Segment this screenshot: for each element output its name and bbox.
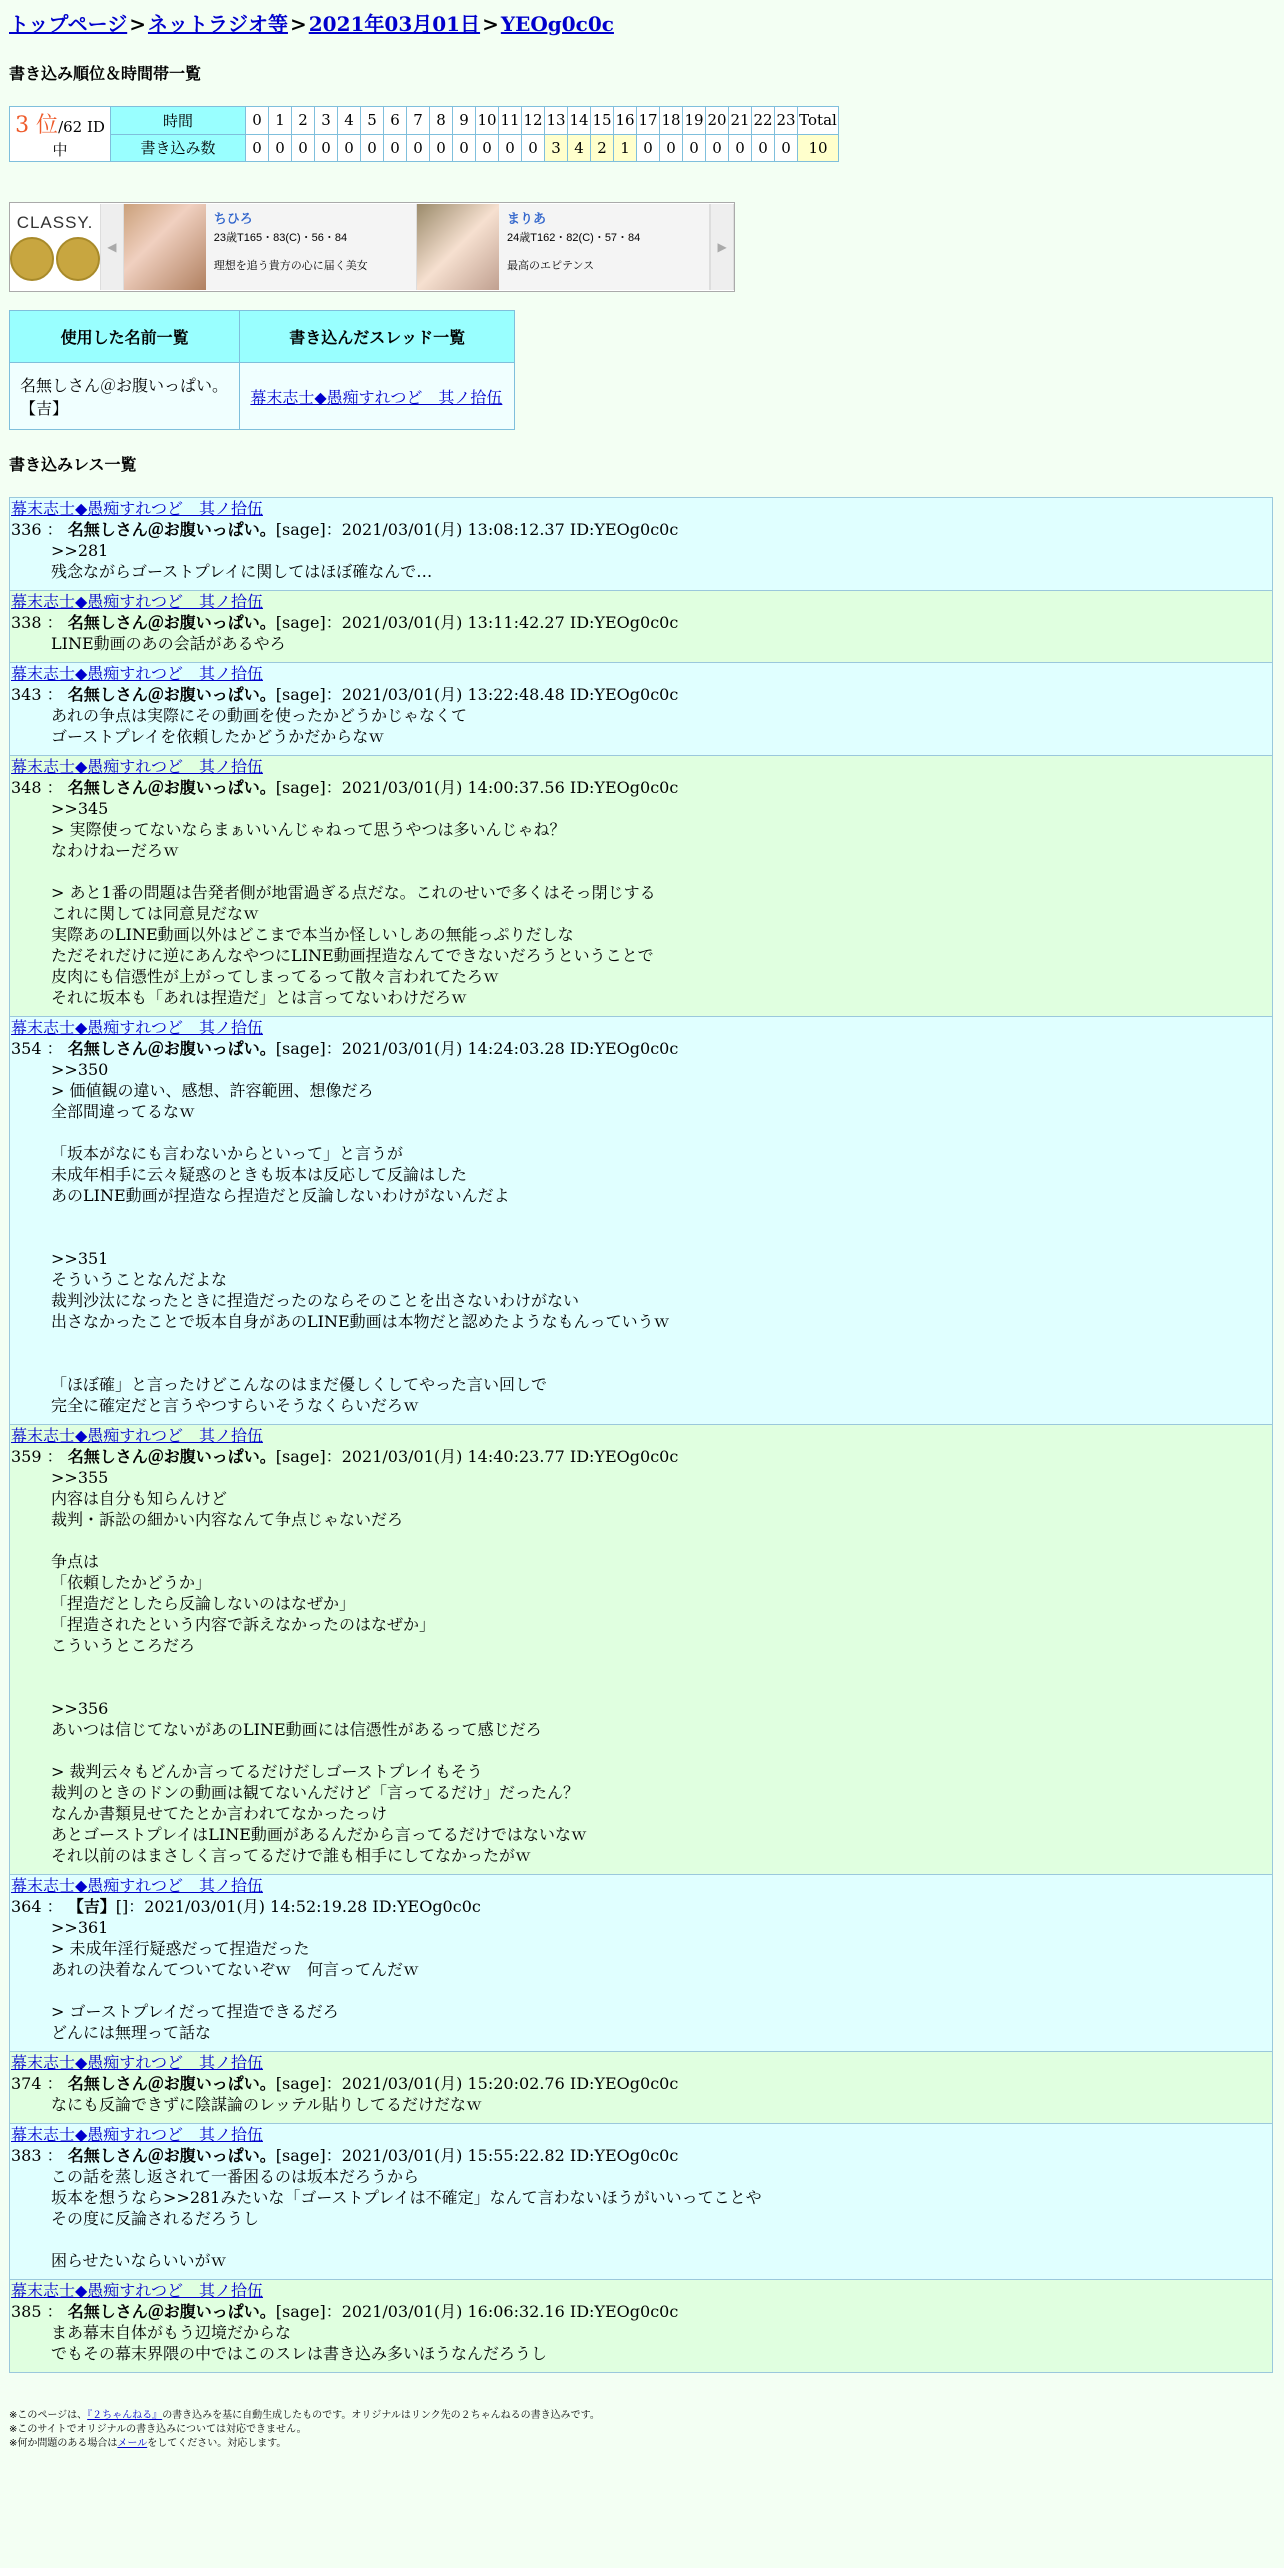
post-meta: [sage]：2021/03/01(月) 15:55:22.82 ID:YEOg0c0c bbox=[275, 2146, 679, 2165]
post bbox=[9, 2280, 1273, 2373]
post-meta: [sage]：2021/03/01(月) 13:08:12.37 ID:YEOg0c0c bbox=[275, 520, 679, 539]
count-cell: 0 bbox=[453, 134, 476, 162]
hour-cell: 23 bbox=[775, 107, 798, 135]
rank-suffix: /62 ID中 bbox=[52, 118, 105, 159]
count-cell: 1 bbox=[614, 134, 637, 162]
post-header: 343 ： 名無しさん＠お腹いっぱい。[sage]：2021/03/01(月) 13:22:48.48 ID:YEOg0c0c bbox=[11, 685, 679, 704]
post bbox=[9, 1425, 1273, 1875]
footer-text: ※このサイトでオリジナルの書き込みについては対応できません。 bbox=[9, 2424, 307, 2435]
post-author: 【吉】 bbox=[67, 1897, 116, 1916]
ad-card-copy: 最高のエピテンス bbox=[507, 260, 595, 272]
ad-badge-icon bbox=[56, 237, 100, 281]
post-number: 364 bbox=[11, 1897, 42, 1916]
post bbox=[9, 2124, 1273, 2280]
hour-cell: 4 bbox=[338, 107, 361, 135]
post bbox=[9, 663, 1273, 756]
ad-card-copy: 理想を追う貴方の心に届く美女 bbox=[213, 260, 368, 272]
footer bbox=[9, 2409, 1275, 2451]
names-col-header: 使用した名前一覧 bbox=[10, 311, 240, 363]
hour-cell: 3 bbox=[315, 107, 338, 135]
post-meta: [sage]：2021/03/01(月) 13:11:42.27 ID:YEOg0c0c bbox=[275, 613, 679, 632]
post-thread-link[interactable]: 幕末志士◆愚痴すれつど 其ノ拾伍 bbox=[11, 757, 263, 776]
hour-cell: 13 bbox=[545, 107, 568, 135]
thread-link[interactable]: 幕末志士◆愚痴すれつど 其ノ拾伍 bbox=[250, 387, 503, 407]
post-meta: [sage]：2021/03/01(月) 14:24:03.28 ID:YEOg0c0c bbox=[275, 1039, 679, 1058]
count-cell: 0 bbox=[246, 134, 269, 162]
count-cell: 0 bbox=[637, 134, 660, 162]
ad-card-name: まりあ bbox=[507, 211, 547, 226]
post bbox=[9, 497, 1273, 591]
post-meta: [sage]：2021/03/01(月) 16:06:32.16 ID:YEOg0c0c bbox=[275, 2302, 679, 2321]
footer-text: の書き込みを基に自動生成したものです。オリジナルはリンク先の２ちゃんねるの書き込みです。 bbox=[162, 2410, 600, 2421]
breadcrumb-top-link[interactable]: トップページ bbox=[9, 12, 128, 36]
count-cell: 3 bbox=[545, 134, 568, 162]
count-cell: 2 bbox=[591, 134, 614, 162]
breadcrumb-category-link[interactable]: ネットラジオ等 bbox=[147, 12, 288, 36]
rank-section-title: 書き込み順位＆時間帯一覧 bbox=[9, 64, 202, 83]
breadcrumb-separator: > bbox=[129, 12, 146, 36]
ad-badge-icon bbox=[10, 237, 54, 281]
post bbox=[9, 1875, 1273, 2052]
count-cell: 0 bbox=[706, 134, 729, 162]
post-number: 383 bbox=[11, 2146, 42, 2165]
count-cell: 0 bbox=[292, 134, 315, 162]
count-cell: 0 bbox=[499, 134, 522, 162]
post-number: 354 bbox=[11, 1039, 42, 1058]
post-body: LINE動画のあの会話があるやろ bbox=[51, 634, 286, 653]
breadcrumb-id-link[interactable]: YEOg0c0c bbox=[500, 12, 614, 36]
post-number: 343 bbox=[11, 685, 42, 704]
hour-cell: 19 bbox=[683, 107, 706, 135]
post-thread-link[interactable]: 幕末志士◆愚痴すれつど 其ノ拾伍 bbox=[11, 592, 263, 611]
post-thread-link[interactable]: 幕末志士◆愚痴すれつど 其ノ拾伍 bbox=[11, 2053, 263, 2072]
hour-cell: 12 bbox=[522, 107, 545, 135]
rank-table bbox=[9, 106, 839, 162]
hour-cell: 8 bbox=[430, 107, 453, 135]
post-thread-link[interactable]: 幕末志士◆愚痴すれつど 其ノ拾伍 bbox=[11, 2125, 263, 2144]
breadcrumb-separator: > bbox=[289, 12, 307, 36]
hour-cell: 21 bbox=[729, 107, 752, 135]
names-table bbox=[9, 310, 515, 430]
count-cell: 0 bbox=[338, 134, 361, 162]
count-cell: 0 bbox=[752, 134, 775, 162]
hour-cell: 5 bbox=[361, 107, 384, 135]
breadcrumb-separator: > bbox=[482, 12, 499, 36]
post-author: 名無しさん＠お腹いっぱい。 bbox=[67, 1447, 276, 1466]
post-body: まあ幕末自体がもう辺境だからな でもその幕末界隈の中ではこのスレは書き込み多いほうなんだろうし bbox=[51, 2323, 548, 2363]
post-number: 374 bbox=[11, 2074, 42, 2093]
post-meta: [sage]：2021/03/01(月) 13:22:48.48 ID:YEOg0c0c bbox=[275, 685, 679, 704]
post-number: 338 bbox=[11, 613, 42, 632]
post-body: あれの争点は実際にその動画を使ったかどうかじゃなくて ゴーストプレイを依頼したかどうかだからなｗ bbox=[51, 706, 468, 746]
count-cell: 0 bbox=[729, 134, 752, 162]
ad-card-spec: 23歳T165・83(C)・56・84 bbox=[213, 232, 348, 244]
count-cell: 0 bbox=[384, 134, 407, 162]
post-meta: [sage]：2021/03/01(月) 15:20:02.76 ID:YEOg0c0c bbox=[275, 2074, 679, 2093]
post-thread-link[interactable]: 幕末志士◆愚痴すれつど 其ノ拾伍 bbox=[11, 499, 263, 518]
footer-2ch-link[interactable]: 『２ちゃんねる』 bbox=[87, 2410, 163, 2421]
post-number: 385 bbox=[11, 2302, 42, 2321]
threads-col-header: 書き込んだスレッド一覧 bbox=[240, 311, 515, 363]
hour-cell: 2 bbox=[292, 107, 315, 135]
post-author: 名無しさん＠お腹いっぱい。 bbox=[67, 520, 276, 539]
hour-cell: 22 bbox=[752, 107, 775, 135]
count-cell: 0 bbox=[361, 134, 384, 162]
ad-brand: CLASSY. bbox=[16, 213, 94, 232]
total-label: Total bbox=[798, 107, 839, 135]
time-label: 時間 bbox=[111, 107, 246, 135]
post-thread-link[interactable]: 幕末志士◆愚痴すれつど 其ノ拾伍 bbox=[11, 1018, 263, 1037]
post-list bbox=[9, 497, 1273, 2373]
post-body: この話を蒸し返されて一番困るのは坂本だろうから 坂本を想うなら>>281みたいな「ゴーストプレイは不確定」なんて言わないほうがいいってことや その度に反論されるだろうし 困らせたいならいいがｗ bbox=[51, 2167, 762, 2270]
hour-cell: 16 bbox=[614, 107, 637, 135]
total-value: 10 bbox=[798, 134, 839, 162]
hour-cell: 17 bbox=[637, 107, 660, 135]
ad-badges bbox=[10, 237, 100, 281]
post-header: 374 ： 名無しさん＠お腹いっぱい。[sage]：2021/03/01(月) 15:20:02.76 ID:YEOg0c0c bbox=[11, 2074, 679, 2093]
ad-card-spec: 24歳T162・82(C)・57・84 bbox=[507, 232, 641, 244]
post-meta: [sage]：2021/03/01(月) 14:40:23.77 ID:YEOg0c0c bbox=[275, 1447, 679, 1466]
post-thread-link[interactable]: 幕末志士◆愚痴すれつど 其ノ拾伍 bbox=[11, 1876, 263, 1895]
rank-position: 3 位 bbox=[15, 113, 59, 138]
hour-cell: 6 bbox=[384, 107, 407, 135]
breadcrumb-date-link[interactable]: 2021年03月01日 bbox=[308, 12, 481, 36]
post bbox=[9, 1017, 1273, 1425]
count-cell: 0 bbox=[269, 134, 292, 162]
post-header: 336 ： 名無しさん＠お腹いっぱい。[sage]：2021/03/01(月) 13:08:12.37 ID:YEOg0c0c bbox=[11, 520, 679, 539]
ad-photo bbox=[124, 204, 206, 290]
count-cell: 4 bbox=[568, 134, 591, 162]
hour-cell: 9 bbox=[453, 107, 476, 135]
post-author: 名無しさん＠お腹いっぱい。 bbox=[67, 778, 276, 797]
ad-photo bbox=[417, 204, 499, 290]
ad-next-arrow-icon[interactable]: ▶ bbox=[710, 204, 734, 290]
post bbox=[9, 756, 1273, 1017]
hour-cell: 10 bbox=[476, 107, 499, 135]
count-cell: 0 bbox=[660, 134, 683, 162]
hour-cell: 0 bbox=[246, 107, 269, 135]
post-body: >>355 内容は自分も知らんけど 裁判・訴訟の細かい内容なんて争点じゃないだろ 争点は 「依頼したかどうか」 「捏造だとしたら反論しないのはなぜか」 「捏造されたという内容で訴えなかったのはなぜか」 こういうところだろ >>356 あいつは信じてないがあのLINE動画には信憑性があるって感じだろ > 裁判云々もどんか言ってるだけだしゴーストプレイもそう 裁判のときのドンの動画は観てないんだけど「言ってるだけ」だったん？ なんか書類見せてたとか言われてなかったっけ あとゴーストプレイはLINE動画があるんだから言ってるだけではないなｗ それ以前のはまさしく言ってるだけで誰も相手にしてなかったがｗ bbox=[51, 1468, 587, 1865]
post-meta: [sage]：2021/03/01(月) 14:00:37.56 ID:YEOg0c0c bbox=[275, 778, 679, 797]
hour-cell: 7 bbox=[407, 107, 430, 135]
post-body: >>350 > 価値観の違い、感想、許容範囲、想像だろ 全部間違ってるなｗ 「坂本がなにも言わないからといって」と言うが 未成年相手に云々疑惑のときも坂本は反応して反論はした あのLINE動画が捏造なら捏造だと反論しないわけがないんだよ >>351 そういうことなんだよな 裁判沙汰になったときに捏造だったのならそのことを出さないわけがない 出さなかったことで坂本自身があのLINE動画は本物だと認めたようなもんっていうｗ 「ほぼ確」と言ったけどこんなのはまだ優しくしてやった言い回しで 完全に確定だと言うやつすらいそうなくらいだろｗ bbox=[51, 1060, 670, 1415]
post-header: 338 ： 名無しさん＠お腹いっぱい。[sage]：2021/03/01(月) 13:11:42.27 ID:YEOg0c0c bbox=[11, 613, 679, 632]
post-thread-link[interactable]: 幕末志士◆愚痴すれつど 其ノ拾伍 bbox=[11, 1426, 263, 1445]
post-header: 383 ： 名無しさん＠お腹いっぱい。[sage]：2021/03/01(月) 15:55:22.82 ID:YEOg0c0c bbox=[11, 2146, 679, 2165]
post bbox=[9, 591, 1273, 663]
post bbox=[9, 2052, 1273, 2124]
count-cell: 0 bbox=[315, 134, 338, 162]
count-cell: 0 bbox=[430, 134, 453, 162]
post-number: 359 bbox=[11, 1447, 42, 1466]
post-number: 336 bbox=[11, 520, 42, 539]
post-header: 348 ： 名無しさん＠お腹いっぱい。[sage]：2021/03/01(月) 14:00:37.56 ID:YEOg0c0c bbox=[11, 778, 679, 797]
post-number: 348 bbox=[11, 778, 42, 797]
ad-logo[interactable] bbox=[10, 204, 100, 290]
post-header: 354 ： 名無しさん＠お腹いっぱい。[sage]：2021/03/01(月) 14:24:03.28 ID:YEOg0c0c bbox=[11, 1039, 679, 1058]
breadcrumb bbox=[9, 8, 1275, 37]
post-author: 名無しさん＠お腹いっぱい。 bbox=[67, 2074, 276, 2093]
ad-banner[interactable] bbox=[9, 202, 735, 292]
ad-card[interactable] bbox=[124, 204, 417, 290]
post-thread-link[interactable]: 幕末志士◆愚痴すれつど 其ノ拾伍 bbox=[11, 2281, 263, 2300]
footer-mail-link[interactable]: メール bbox=[117, 2438, 148, 2449]
post-header: 359 ： 名無しさん＠お腹いっぱい。[sage]：2021/03/01(月) 14:40:23.77 ID:YEOg0c0c bbox=[11, 1447, 679, 1466]
post-author: 名無しさん＠お腹いっぱい。 bbox=[67, 2302, 276, 2321]
footer-text: ※このページは、 bbox=[9, 2410, 88, 2421]
hour-cell: 15 bbox=[591, 107, 614, 135]
posts-section-title: 書き込みレス一覧 bbox=[9, 455, 137, 474]
hour-cell: 20 bbox=[706, 107, 729, 135]
count-cell: 0 bbox=[775, 134, 798, 162]
post-author: 名無しさん＠お腹いっぱい。 bbox=[67, 613, 276, 632]
post-header: 364 ： 【吉】[]：2021/03/01(月) 14:52:19.28 ID:YEOg0c0c bbox=[11, 1897, 481, 1916]
footer-text: をしてください。対応します。 bbox=[147, 2438, 287, 2449]
count-cell: 0 bbox=[683, 134, 706, 162]
count-cell: 0 bbox=[522, 134, 545, 162]
footer-text: ※何か問題のある場合は bbox=[9, 2438, 118, 2449]
post-meta: []：2021/03/01(月) 14:52:19.28 ID:YEOg0c0c bbox=[115, 1897, 481, 1916]
count-cell: 0 bbox=[476, 134, 499, 162]
post-header: 385 ： 名無しさん＠お腹いっぱい。[sage]：2021/03/01(月) 16:06:32.16 ID:YEOg0c0c bbox=[11, 2302, 679, 2321]
post-author: 名無しさん＠お腹いっぱい。 bbox=[67, 685, 276, 704]
hour-cell: 14 bbox=[568, 107, 591, 135]
post-author: 名無しさん＠お腹いっぱい。 bbox=[67, 2146, 276, 2165]
post-body: >>345 > 実際使ってないならまぁいいんじゃねって思うやつは多いんじゃね？ なわけねーだろｗ > あと1番の問題は告発者側が地雷過ぎる点だな。これのせいで多くはそっ閉じする これに関しては同意見だなｗ 実際あのLINE動画以外はどこまで本当か怪しいしあの無能っぷりだしな ただそれだけに逆にあんなやつにLINE動画捏造なんてできないだろうということで 皮肉にも信憑性が上がってしまってるって散々言われてたろｗ それに坂本も「あれは捏造だ」とは言ってないわけだろｗ bbox=[51, 799, 656, 1007]
ad-prev-arrow-icon[interactable]: ◀ bbox=[100, 204, 124, 290]
post-body: なにも反論できずに陰謀論のレッテル貼りしてるだけだなｗ bbox=[51, 2095, 483, 2114]
post-body: >>281 残念ながらゴーストプレイに関してはほぼ確なんで… bbox=[51, 541, 433, 581]
hour-cell: 18 bbox=[660, 107, 683, 135]
ad-card-name: ちひろ bbox=[213, 211, 253, 226]
hour-cell: 11 bbox=[499, 107, 522, 135]
rank-cell bbox=[10, 107, 111, 162]
post-body: >>361 > 未成年淫行疑惑だって捏造だった あれの決着なんてついてないぞｗ 何言ってんだｗ > ゴーストプレイだって捏造できるだろ どんには無理って話な bbox=[51, 1918, 420, 2042]
post-thread-link[interactable]: 幕末志士◆愚痴すれつど 其ノ拾伍 bbox=[11, 664, 263, 683]
used-name: 名無しさん＠お腹いっぱい。 【吉】 bbox=[10, 363, 240, 430]
count-label: 書き込み数 bbox=[111, 134, 246, 162]
count-cell: 0 bbox=[407, 134, 430, 162]
ad-card[interactable] bbox=[417, 204, 710, 290]
post-author: 名無しさん＠お腹いっぱい。 bbox=[67, 1039, 276, 1058]
hour-cell: 1 bbox=[269, 107, 292, 135]
